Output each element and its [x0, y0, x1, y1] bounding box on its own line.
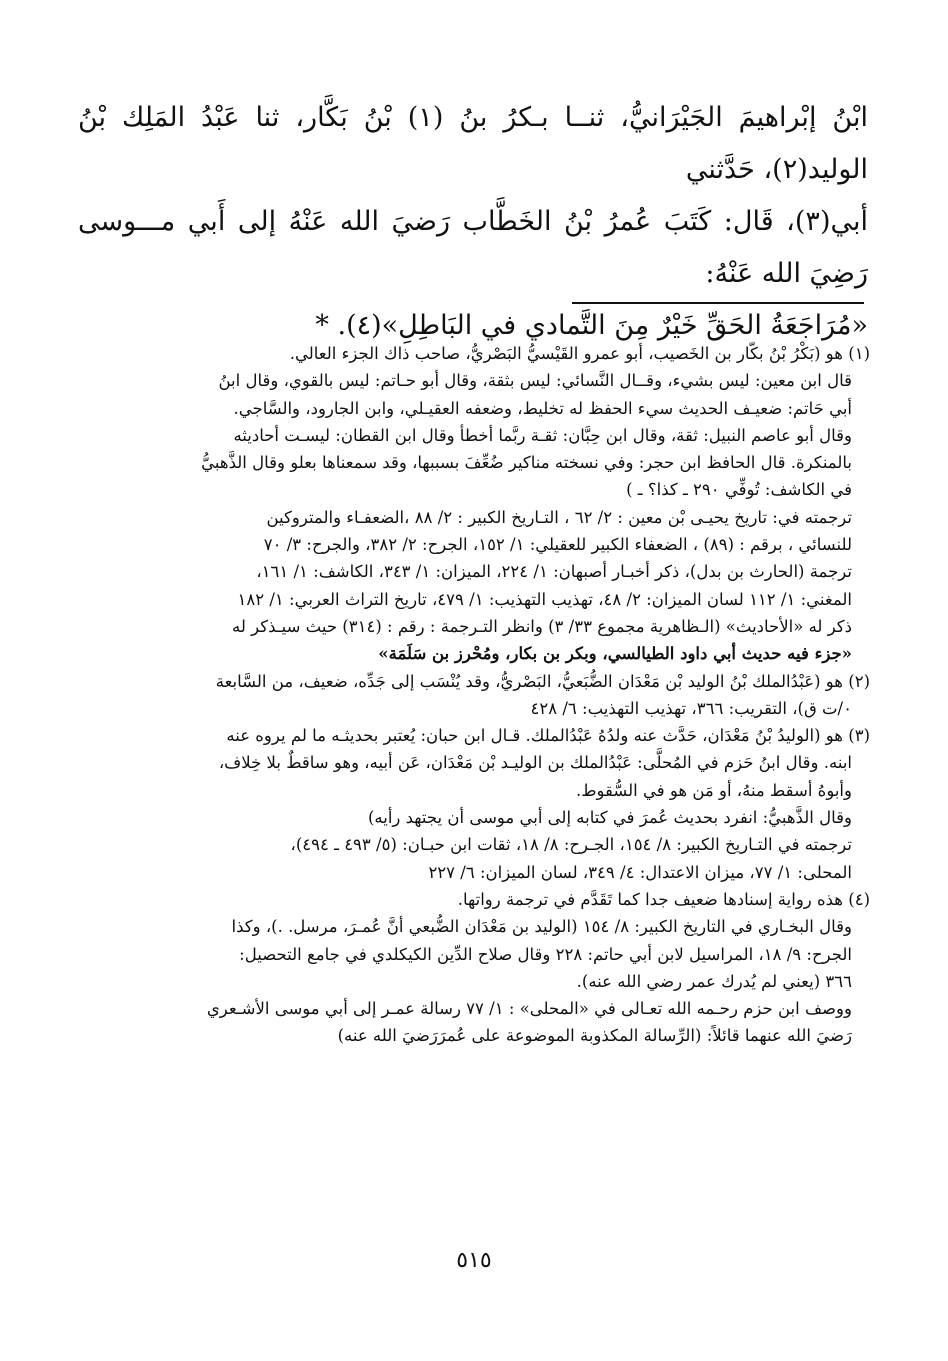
main-text-line: أبي(٣)، قَال: كَتَبَ عُمرُ بْنُ الخَطَّاب رَضيَ الله عَنْهُ إلى أَبي مـــوسى رَضِيَ الله عَنْهُ:	[78, 206, 868, 289]
footnote-line: ترجمته في التـاريخ الكبير: ٨/ ١٥٤، الجـرح: ٨/ ١٨، ثقات ابن حبـان: (٥/ ٤٩٣ ـ ٤٩٤)،	[290, 835, 852, 855]
footnotes	[78, 340, 870, 1050]
footnote-line: ٠/ت ق)، التقريب: ٣٦٦، تهذيب التهذيب: ٦/ ٤٢٨	[530, 698, 852, 718]
footnote-line: أبي حَاتم: ضعيـف الحديث سيء الحفظ له تخليط، وضعفه العقيـلي، وابن الجارود، والسَّاجي.	[233, 398, 852, 418]
footnote-line: ابنه. وقال ابنُ حَزم في المُحلَّى: عَبْدُالملك بن الوليـد بْن مَعْدَان، عَن أبيه، وهو ساقطٌ بلا خِلاف،	[218, 753, 852, 773]
footnote-line: وقال البخـاري في التاريخ الكبير: ٨/ ١٥٤ (الوليد بن مَعْدَان الضُّبعي أنَّ عُمـرَ، مرسل. .)، وكذا	[231, 917, 852, 937]
footnote-line: ٣٦٦ (يعني لم يُدرك عمر رضي الله عنه).	[576, 971, 852, 991]
footnote-line: وأبوهُ أسقط منهُ، أو مَن هو في السُّقوط.	[576, 780, 852, 800]
footnote-2-body	[78, 695, 870, 722]
footnote-separator	[572, 302, 864, 304]
main-text-line: «مُرَاجَعَةُ الحَقِّ خَيْرٌ مِنَ التَّمادي في البَاطِلِ»(٤). *	[315, 310, 868, 341]
footnote-3-body	[78, 749, 870, 885]
footnote-line: في الكاشف: تُوفِّي ٢٩٠ ـ كذا؟ ـ )	[626, 480, 852, 500]
footnote-line: المغني: ١/ ١١٢ لسان الميزان: ٢/ ٤٨، تهذيب التهذيب: ١/ ٤٧٩، تاريخ التراث العربي: ١/ ١٨٢	[237, 589, 852, 609]
footnote-4-heading: (٤) هذه رواية إسنادها ضعيف جدا كما تَقَدَّم في ترجمة رواتها.	[457, 889, 870, 909]
footnote-line: ترجمته في: تاريخ يحيـى بْن معين : ٢/ ٦٢ ، التـاريخ الكبير : ٢/ ٨٨ ،الضعفـاء والمتروكين	[266, 507, 852, 527]
footnote-line: قال ابن معين: ليس بشيء، وقــال النَّسائي: ليس بثقة، وقال أبو حـاتم: ليس بالقوي، وقال ابنُ	[218, 371, 852, 391]
footnote-line: بالمنكرة. قال الحافظ ابن حجر: وفي نسخته مناكير ضُعِّفَ بسببها، وقد سمعناها بعلو وقال الذَّهبيُّ	[201, 453, 852, 473]
page-number: ٥١٥	[456, 1248, 492, 1273]
main-text-line: ابْنُ إبْراهيمَ الجَيْرَانيُّ، ثنــا بـكرُ بنُ (١) بْنُ بَكَّار، ثنا عَبْدُ المَلِك بْنُ الوليد(٢)، حَدَّثني	[78, 102, 868, 185]
footnote-line: للنسائي ، برقم : (٨٩) ، الضعفاء الكبير للعقيلي: ١/ ١٥٢، الجرح: ٢/ ٣٨٢، والجرح: ٣/ ٧٠	[263, 535, 852, 555]
footnote-line: ذكر له «الأحاديث» (الـظاهرية مجموع ٣٣/ ٣) وانظر التـرجمة : رقم : (٣١٤) حيث سيـذكر له	[232, 616, 852, 636]
footnote-2-heading: (٢) هو (عَبْدُالملك بْنُ الوليد بْن مَعْدَان الضُّبَعيُّ، البَصْريُّ، وقد يُنْسَب إلى جَدِّه، ضعيف، من السَّابعة	[215, 671, 870, 691]
footnote-line: ووصف ابن حزم رحـمه الله تعـالى في «المحلى» : ١/ ٧٧ رسالة عمـر إلى أبي موسى الأشـعري	[206, 999, 852, 1019]
footnote-line: وقال أبو عاصم النبيل: ثقة، وقال ابن حِبَّان: ثقـة ربَّما أخطأ وقال ابن القطان: ليسـت أحاديثه	[233, 425, 852, 445]
footnote-line: المحلى: ١/ ٧٧، ميزان الاعتدال: ٤/ ٣٤٩، لسان الميزان: ٦/ ٢٢٧	[428, 862, 852, 882]
footnote-1-body	[78, 367, 870, 667]
main-text	[78, 92, 868, 352]
footnote-line: رَضيَ الله عنهما قائلاً: (الرِّسالة المكذوبة الموضوعة على عُمرَرَضيَ الله عنه)	[337, 1026, 852, 1046]
footnote-line: وقال الذَّهبيُّ: انفرد بحديث عُمرَ في كتابه إلى أبي موسى أن يجتهد رأيه)	[367, 808, 852, 828]
footnote-3-heading: (٣) هو (الوليدُ بْنُ مَعْدَان، حَدَّث عنه ولدُهُ عَبْدُالملك. قـال ابن حبان: يُعتبر بحديثـه ما لم يروه عنه	[226, 726, 870, 746]
footnote-line: ترجمة (الحارث بن بدل)، ذكر أخبـار أصبهان: ١/ ٢٢٤، الميزان: ١/ ٣٤٣، الكاشف: ١/ ١٦١،	[256, 562, 852, 582]
footnote-4-body	[78, 913, 870, 1049]
footnote-1-heading: (١) هو (بَكْرُ بْنُ بكّار بن الخَصيب، أبو عمرو القَيْسيُّ البَصْريُّ، صاحب ذاك الجزء العالي.	[289, 344, 870, 363]
footnote-line: الجرح: ٩/ ١٨، المراسيل لابن أبي حاتم: ٢٢٨ وقال صلاح الدِّين الكيكلدي في جامع التحصيل:	[239, 944, 852, 964]
footnote-line-bold: «جزء فيه حديث أبي داود الطيالسي، وبكر بن بكار، ومُحْرز بن سَلَمَة»	[378, 644, 852, 664]
